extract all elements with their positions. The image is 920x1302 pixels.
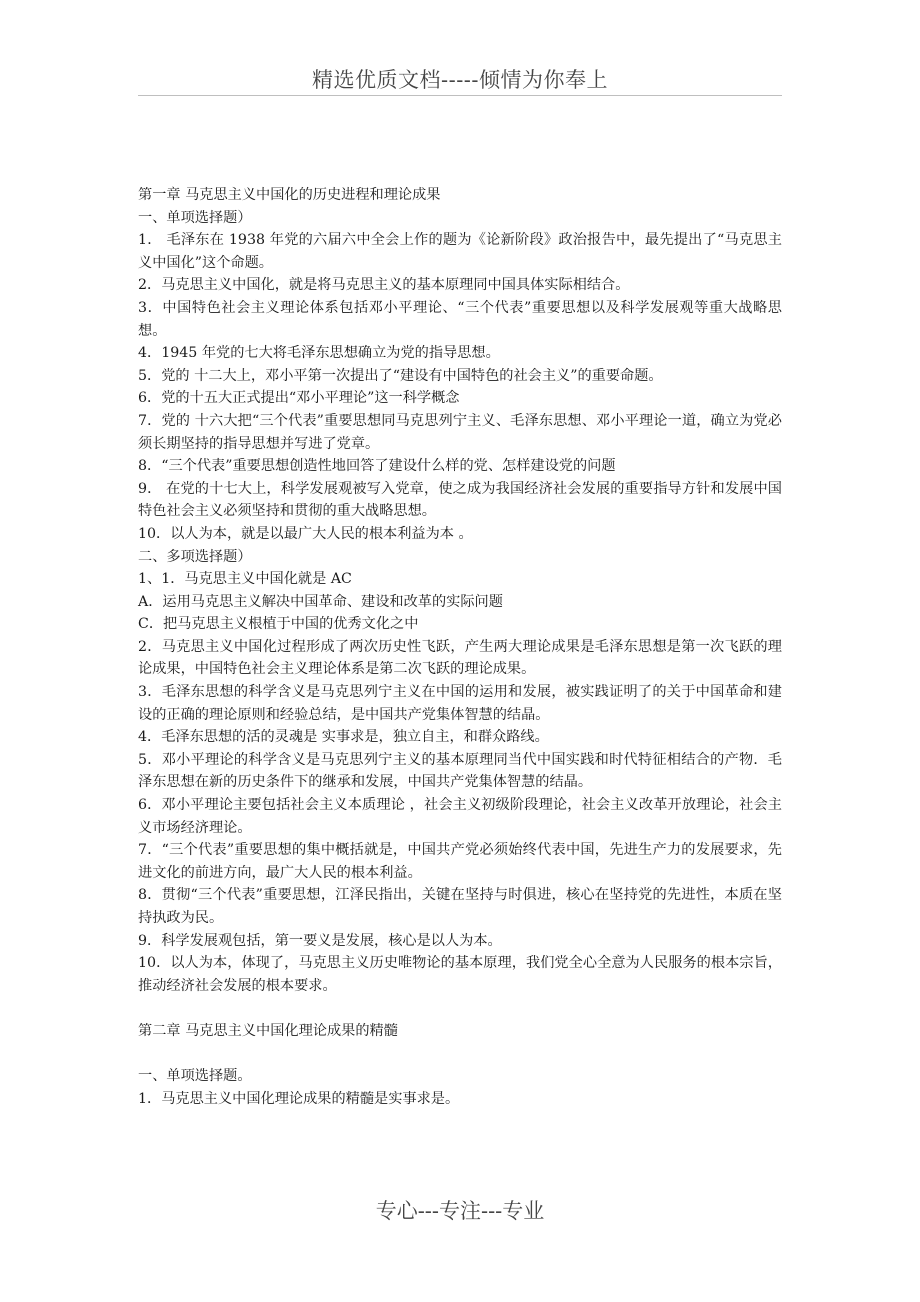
- paragraph: 1、1．马克思主义中国化就是 AC: [138, 571, 352, 588]
- section-heading: 二、多项选择题）: [138, 548, 252, 565]
- paragraph: 2．马克思主义中国化，就是将马克思主义的基本原理同中国具体实际相结合。: [138, 277, 630, 294]
- paragraph: 4．毛泽东思想的活的灵魂是 实事求是，独立自主，和群众路线。: [138, 729, 549, 746]
- page-header-title: 精选优质文档-----倾情为你奉上: [312, 68, 608, 92]
- paragraph: 9．科学发展观包括，第一要义是发展，核心是以人为本。: [138, 932, 502, 949]
- section-heading: 一、单项选择题）: [138, 209, 252, 226]
- header-divider: [138, 95, 782, 96]
- paragraph: A．运用马克思主义解决中国革命、建设和改革的实际问题: [138, 593, 503, 610]
- paragraph: 6．党的十五大正式提出“邓小平理论”这一科学概念: [138, 390, 460, 407]
- paragraph: 7．“三个代表”重要思想的集中概括就是，中国共产党必须始终代表中国，先进生产力的发展要求，先进文化的前进方向，最广大人民的根本利益。: [138, 842, 782, 881]
- paragraph: 5．邓小平理论的科学含义是马克思列宁主义的基本原理同当代中国实践和时代特征相结合的产物．毛泽东思想在新的历史条件下的继承和发展，中国共产党集体智慧的结晶。: [138, 751, 782, 791]
- paragraph: 4．1945 年党的七大将毛泽东思想确立为党的指导思想。: [138, 345, 500, 362]
- paragraph: 2．马克思主义中国化过程形成了两次历史性飞跃，产生两大理论成果是毛泽东思想是第一次飞跃的理论成果，中国特色社会主义理论体系是第二次飞跃的理论成果。: [138, 638, 782, 678]
- paragraph: 1．马克思主义中国化理论成果的精髓是实事求是。: [138, 1090, 460, 1107]
- paragraph: 1． 毛泽东在 1938 年党的六届六中全会上作的题为《论新阶段》政治报告中，最先提出了“马克思主义中国化”这个命题。: [138, 232, 782, 271]
- paragraph: 10．以人为本，体现了，马克思主义历史唯物论的基本原理，我们党全心全意为人民服务的根本宗旨，推动经济社会发展的根本要求。: [138, 955, 782, 994]
- paragraph: 7．党的 十六大把“三个代表”重要思想同马克思列宁主义、毛泽东思想、邓小平理论一道，确立为党必须长期坚持的指导思想并写进了党章。: [138, 412, 782, 452]
- blank-line: [138, 1043, 782, 1066]
- page-footer-text: 专心---专注---专业: [375, 1199, 545, 1223]
- document-body: [138, 184, 782, 1110]
- paragraph: C．把马克思主义根植于中国的优秀文化之中: [138, 616, 419, 633]
- paragraph: 10．以人为本，就是以最广大人民的根本利益为本 。: [138, 525, 473, 542]
- paragraph: 3．毛泽东思想的科学含义是马克思列宁主义在中国的运用和发展，被实践证明了的关于中国革命和建设的正确的理论原则和经验总结，是中国共产党集体智慧的结晶。: [138, 684, 782, 723]
- paragraph: 3．中国特色社会主义理论体系包括邓小平理论、“三个代表”重要思想以及科学发展观等重大战略思想。: [138, 299, 782, 339]
- chapter-1-title: 第一章 马克思主义中国化的历史进程和理论成果: [138, 187, 441, 203]
- section-heading: 一、单项选择题。: [138, 1068, 252, 1085]
- paragraph: 5．党的 十二大上，邓小平第一次提出了“建设有中国特色的社会主义”的重要命题。: [138, 367, 663, 384]
- chapter-2-title: 第二章 马克思主义中国化理论成果的精髓: [138, 1022, 398, 1039]
- blank-line: [138, 997, 782, 1020]
- paragraph: 8．“三个代表”重要思想创造性地回答了建设什么样的党、怎样建设党的问题: [138, 458, 616, 475]
- paragraph: 6．邓小平理论主要包括社会主义本质理论 ，社会主义初级阶段理论，社会主义改革开放理论，社会主义市场经济理论。: [138, 797, 782, 836]
- paragraph: 9． 在党的十七大上，科学发展观被写入党章，使之成为我国经济社会发展的重要指导方针和发展中国特色社会主义必须坚持和贯彻的重大战略思想。: [138, 480, 782, 520]
- paragraph: 8．贯彻“三个代表”重要思想，江泽民指出，关键在坚持与时俱进，核心在坚持党的先进性，本质在坚持执政为民。: [138, 887, 782, 926]
